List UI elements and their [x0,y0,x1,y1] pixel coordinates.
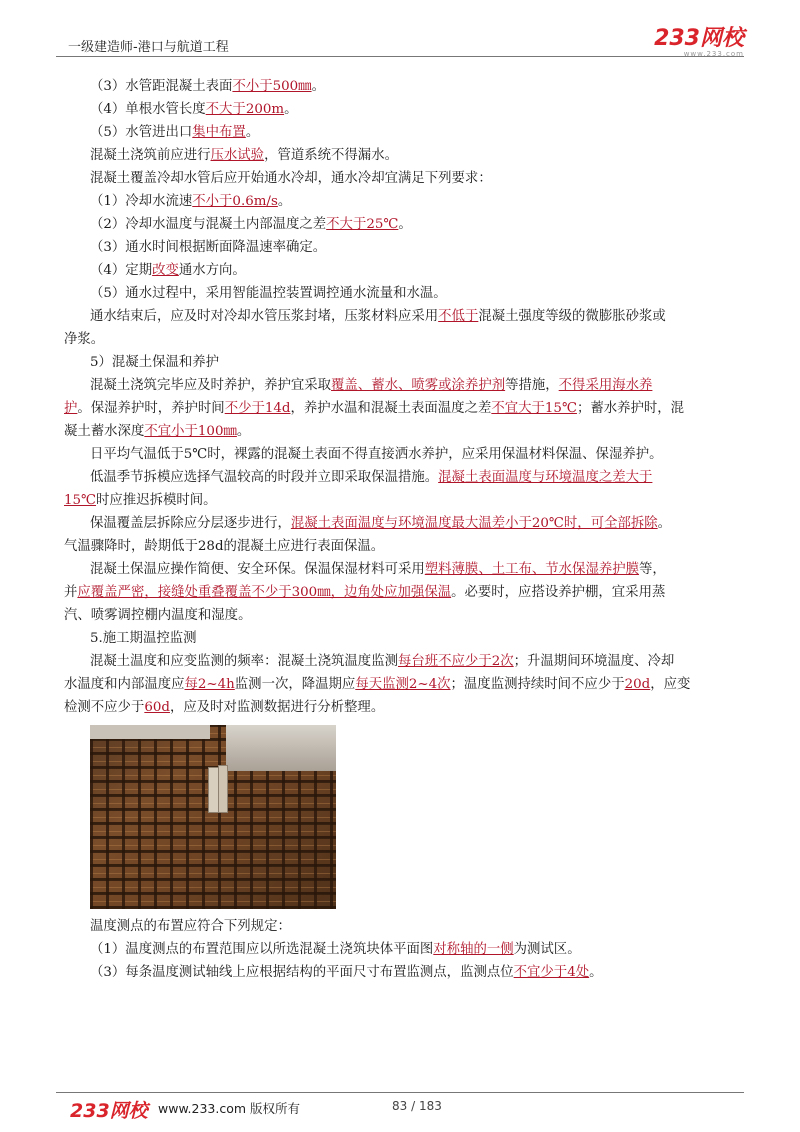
text-span: 温度测点的布置应符合下列规定： [90,919,291,934]
highlighted-keyword: 不得采用海水养 [558,378,653,393]
highlighted-keyword: 60d [144,700,170,715]
highlighted-keyword: 不少于14d [224,401,291,416]
text-line [64,489,730,512]
highlighted-keyword: 不大于200m [205,102,285,117]
text-line [64,420,730,443]
text-span: 。 [657,516,672,531]
text-span: 混凝土浇筑前应进行 [90,148,211,163]
text-span: 。必要时，应搭设养护棚，宜采用蒸 [451,585,666,600]
text-span: （1）冷却水流速 [90,194,193,209]
text-span: 。 [277,194,292,209]
concrete-wall [226,725,336,771]
highlighted-keyword: 不宜少于4处 [513,965,590,980]
text-span: 混凝土保温应操作简便、安全环保。保温保湿材料可采用 [90,562,425,577]
text-span: 凝土蓄水深度 [64,424,145,439]
text-line [90,121,730,144]
highlighted-keyword: 护 [64,401,78,416]
logo-url: www.233.com [683,50,744,58]
text-span: ；温度监测持续时间不应少于 [450,677,625,692]
highlighted-keyword: 混凝土表面温度与环境温度之差大于 [438,470,653,485]
formwork-edge [90,725,210,739]
text-line [90,558,730,581]
text-span: 。 [311,79,325,94]
paragraphs-bottom [90,915,730,984]
text-span: （5）水管进出口 [90,125,193,140]
rebar-cooling-pipe-photo [90,725,336,909]
highlighted-keyword: 20d [624,677,651,692]
highlighted-keyword: 塑料薄膜、土工布、节水保湿养护膜 [424,562,640,577]
text-span: 汽、喷雾调控棚内温度和湿度。 [64,608,252,623]
text-span: 。 [398,217,412,232]
highlighted-keyword: 每台班不应少于2次 [397,654,514,669]
text-line [90,915,730,938]
text-span: 监测一次，降温期应 [234,677,356,692]
text-line [90,351,730,374]
text-span: 5）混凝土保温和养护 [90,355,220,370]
highlighted-keyword: 不宜大于15℃ [491,401,577,416]
text-span: （4）定期 [90,263,153,278]
text-span: ，应变 [650,677,691,692]
text-span: 。保湿养护时，养护时间 [77,401,225,416]
text-span: 等， [639,562,666,577]
text-span: ；升温期间环境温度、冷却 [513,654,675,669]
text-line [90,512,730,535]
header-divider [56,56,744,57]
text-span: ，管道系统不得漏水。 [264,148,398,163]
text-line [90,282,730,305]
highlighted-keyword: 不宜小于100㎜ [144,424,237,439]
highlighted-keyword: 15℃ [64,493,97,508]
text-line [90,466,730,489]
text-span: 水温度和内部温度应 [64,677,185,692]
text-span: 保温覆盖层拆除应分层逐步进行， [90,516,291,531]
text-span: 通水结束后，应及时对冷却水管压浆封堵，压浆材料应采用 [90,309,439,324]
text-span: 。 [236,424,251,439]
highlighted-keyword: 混凝土表面温度与环境温度最大温差小于20℃时，可全部拆除 [290,516,658,531]
brand-logo [654,28,744,58]
text-span: （5）通水过程中，采用智能温控装置调控通水流量和水温。 [90,286,447,301]
text-span: 日平均气温低于5℃时，裸露的混凝土表面不得直接洒水养护，应采用保温材料保温、保湿养护。 [90,447,663,462]
text-line [64,604,730,627]
text-line [90,627,730,650]
text-line [90,443,730,466]
text-span: ，养护水温和混凝土表面温度之差 [290,401,492,416]
text-span: 低温季节拆模应选择气温较高的时段并立即采取保温措施。 [90,470,439,485]
text-line [90,961,730,984]
text-span: （3）通水时间根据断面降温速率确定。 [90,240,327,255]
text-span: 。 [589,965,603,980]
text-line [64,397,730,420]
highlighted-keyword: 不小于0.6m/s [192,194,278,209]
highlighted-keyword: 每天监测2~4次 [355,677,451,692]
highlighted-keyword: 不低于 [438,309,479,324]
text-span: 气温骤降时，龄期低于28d的混凝土应进行表面保温。 [64,539,385,554]
text-line [90,374,730,397]
text-line [90,75,730,98]
text-line [90,650,730,673]
paragraphs-top [64,75,730,719]
text-span: 检测不应少于 [64,700,145,715]
highlighted-keyword: 每2~4h [184,677,235,692]
logo-text: 233网校 [654,26,744,51]
text-line [90,144,730,167]
highlighted-keyword: 覆盖、蓄水、喷雾或涂养护剂 [331,378,506,393]
text-span: （1）温度测点的布置范围应以所选混凝土浇筑块体平面图 [90,942,434,957]
text-line [90,236,730,259]
text-span: 。 [284,102,298,117]
highlighted-keyword: 不小于500㎜ [232,79,312,94]
text-span: 为测试区。 [513,942,581,957]
text-line [90,938,730,961]
text-line [64,328,730,351]
text-span: （4）单根水管长度 [90,102,206,117]
footer-logo: 233网校 [70,1100,148,1122]
text-span: 等措施， [505,378,559,393]
text-span: 混凝土温度和应变监测的频率：混凝土浇筑温度监测 [90,654,398,669]
text-span: 。 [245,125,260,140]
monitoring-pipe [218,765,228,813]
text-line [64,535,730,558]
copyright-text: www.233.com 版权所有 [158,1101,300,1116]
page-footer [70,1096,750,1120]
text-line [64,696,730,719]
text-span: （2）冷却水温度与混凝土内部温度之差 [90,217,327,232]
text-span: 混凝土强度等级的微膨胀砂浆或 [478,309,666,324]
highlighted-keyword: 集中布置 [192,125,246,140]
text-span: 并 [64,585,78,600]
highlighted-keyword: 压水试验 [210,148,265,163]
highlighted-keyword: 对称轴的一侧 [433,942,514,957]
document-body [64,75,730,984]
text-line [64,581,730,604]
highlighted-keyword: 不大于25℃ [326,217,399,232]
text-line [90,305,730,328]
text-span: 时应推迟拆模时间。 [96,493,217,508]
text-line [90,167,730,190]
document-title: 一级建造师-港口与航道工程 [68,40,229,55]
footer-divider [56,1092,744,1093]
page-number: 83 / 183 [392,1099,442,1113]
text-span: 混凝土浇筑完毕应及时养护，养护宜采取 [90,378,332,393]
text-line [90,98,730,121]
text-span: 通水方向。 [178,263,246,278]
text-span: （3）水管距混凝土表面 [90,79,233,94]
text-span: 净浆。 [64,332,105,347]
text-line [90,259,730,282]
text-line [90,190,730,213]
highlighted-keyword: 改变 [152,263,179,278]
text-span: ；蓄水养护时，混 [576,401,685,416]
text-line [64,673,730,696]
text-span: 混凝土覆盖冷却水管后应开始通水冷却，通水冷却宜满足下列要求： [90,171,492,186]
text-span: 5.施工期温控监测 [90,631,197,646]
highlighted-keyword: 应覆盖严密，接缝处重叠覆盖不少于300㎜，边角处应加强保温 [77,585,452,600]
text-span: （3）每条温度测试轴线上应根据结构的平面尺寸布置监测点，监测点位 [90,965,514,980]
text-line [90,213,730,236]
text-span: ，应及时对监测数据进行分析整理。 [169,700,385,715]
